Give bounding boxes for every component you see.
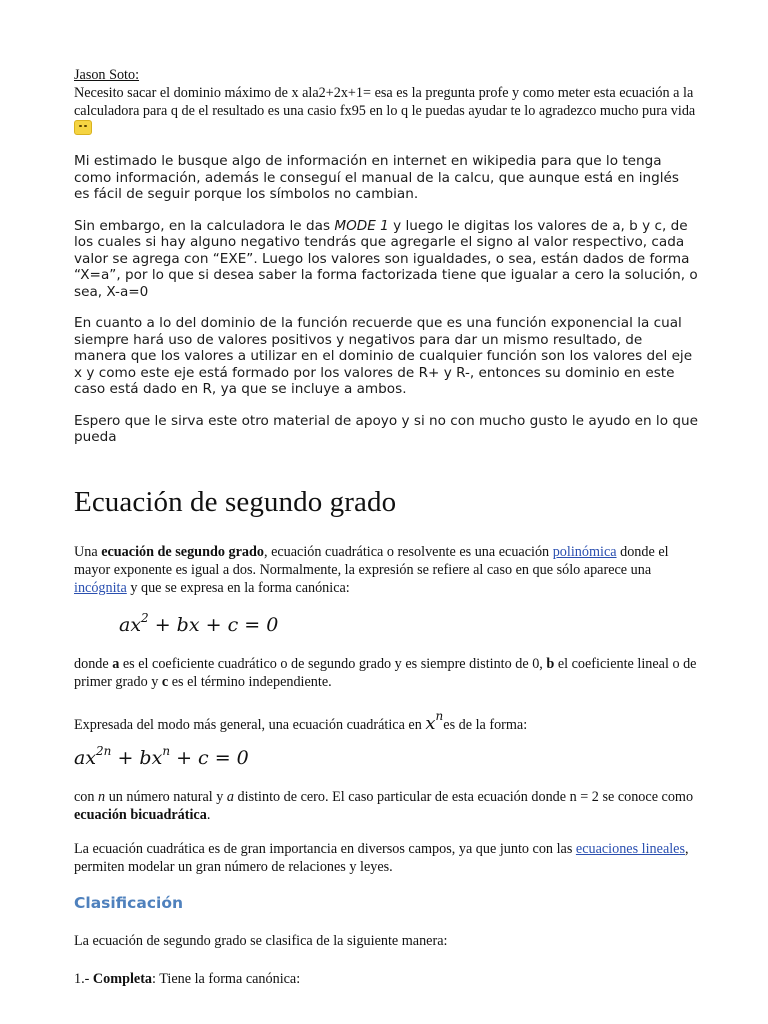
mode-text: MODE 1 <box>334 217 389 234</box>
importance-text-1: La ecuación cuadrática es de gran importancia en diversos campos, ya que junto con las <box>74 840 576 857</box>
article-intro <box>74 543 698 597</box>
item1-text: : Tiene la forma canónica: <box>152 970 301 987</box>
cond-text-2: un número natural y <box>105 788 227 805</box>
cond-text-3: distinto de cero. El caso particular de esta ecuación donde n = 2 se conoce como <box>233 788 694 805</box>
importance-text-2: , permiten modelar un gran número de relaciones y leyes. <box>74 840 689 875</box>
reply-p2-start: Sin embargo, en la calculadora le das <box>74 217 335 234</box>
cond-n: n <box>98 788 106 805</box>
eq2-term-a: ax <box>74 746 97 769</box>
intro-text-4: y que se expresa en la forma canónica: <box>126 579 350 596</box>
cond-bold: ecuación bicuadrática <box>74 806 207 823</box>
coef-b: b <box>546 655 555 672</box>
equation-canonical <box>119 611 698 639</box>
cond-a: a <box>226 788 234 805</box>
classification-intro: La ecuación de segundo grado se clasifica de la siguiente manera: <box>74 932 448 949</box>
general-form-paragraph <box>74 707 698 734</box>
ecuaciones-lineales-link[interactable]: ecuaciones lineales <box>575 840 685 857</box>
item1-number: 1.- <box>74 970 93 987</box>
coef-text-4: es el término independiente. <box>168 673 332 690</box>
coef-a: a <box>112 655 120 672</box>
article-title: Ecuación de segundo grado <box>74 485 397 518</box>
eq1-term-a: ax <box>119 613 142 636</box>
reply-paragraph-3: En cuanto a lo del dominio de la función recuerde que es una función exponencial la cual siempre hará uso de valores positivos y negativos para dar un mismo resultado, de manera que los valores a utilizar en el dominio de cualquier función son los valores del eje x y como este eje está formado por los valores de R+ y R-, entonces su dominio en este caso está dado en R, ya que se incluye a ambos. <box>74 315 693 397</box>
eq2-exponent-1: 2n <box>96 743 112 758</box>
coefficients-paragraph <box>74 655 698 691</box>
question-text: Necesito sacar el dominio máximo de x ala2+2x+1= esa es la pregunta profe y como meter esta ecuación a la calculadora para q de el resultado es una casio fx95 en lo q le puedas ayudar te lo agradezco mucho pura vida <box>74 85 696 119</box>
inline-x-power <box>425 708 444 734</box>
intro-text-1: Una <box>74 543 102 560</box>
cond-text-1: con <box>74 788 99 805</box>
smiley-emoji-icon <box>74 120 92 135</box>
question-block <box>74 66 698 138</box>
importance-paragraph <box>74 840 698 876</box>
classification-item-1 <box>74 970 698 988</box>
general-text-1: Expresada del modo más general, una ecuación cuadrática en <box>74 716 426 733</box>
reply-paragraph-2 <box>74 218 698 301</box>
coef-text-3: el coeficiente lineal o de primer grado y <box>74 655 697 690</box>
cond-text-4: . <box>206 806 211 823</box>
item1-bold: Completa <box>92 970 153 987</box>
intro-text-3: donde el mayor exponente es igual a dos. Normalmente, la expresión se refiere al caso en que sólo aparece una <box>74 543 669 578</box>
inline-x: x <box>425 712 436 734</box>
reply-paragraph-1: Mi estimado le busque algo de información en internet en wikipedia para que lo tenga como información, además le conseguí el manual de la calcu, que aunque está en inglés es fácil de seguir porque los símbolos no cambian. <box>74 153 680 202</box>
inline-n: n <box>435 708 444 723</box>
incognita-link[interactable]: incógnita <box>74 579 127 596</box>
eq1-rest: + bx + c = 0 <box>148 613 279 636</box>
eq2-mid: + bx <box>111 746 163 769</box>
coef-text-1: donde <box>74 655 113 672</box>
condition-paragraph <box>74 788 698 824</box>
intro-bold: ecuación de segundo grado <box>101 543 264 560</box>
eq2-rest: + c = 0 <box>170 746 249 769</box>
reply-p2-end: y luego le digitas los valores de a, b y c, de los cuales si hay alguno negativo tendrás que agregarle el signo al valor respectivo, cada valor se agrega con “EXE”. Luego los valores son igualdades, o sea, están dados de forma “X=a”, por lo que si desea saber la forma factorizada tiene que igualar a cero la solución, o sea, X-a=0 <box>74 217 698 300</box>
author-name: Jason Soto: <box>74 67 140 83</box>
polinomica-link[interactable]: polinómica <box>552 543 617 560</box>
eq2-exponent-2: n <box>162 743 171 758</box>
equation-general <box>74 744 698 772</box>
eq1-exponent: 2 <box>141 610 149 625</box>
section-heading-clasificacion: Clasificación <box>74 893 184 912</box>
coef-text-2: es el coeficiente cuadrático o de segundo grado y es siempre distinto de 0, <box>119 655 547 672</box>
intro-text-2: , ecuación cuadrática o resolvente es una ecuación <box>263 543 553 560</box>
general-text-2: es de la forma: <box>443 716 528 733</box>
reply-paragraph-4: Espero que le sirva este otro material de apoyo y si no con mucho gusto le ayudo en lo que pueda <box>74 412 698 445</box>
coef-c: c <box>161 673 169 690</box>
